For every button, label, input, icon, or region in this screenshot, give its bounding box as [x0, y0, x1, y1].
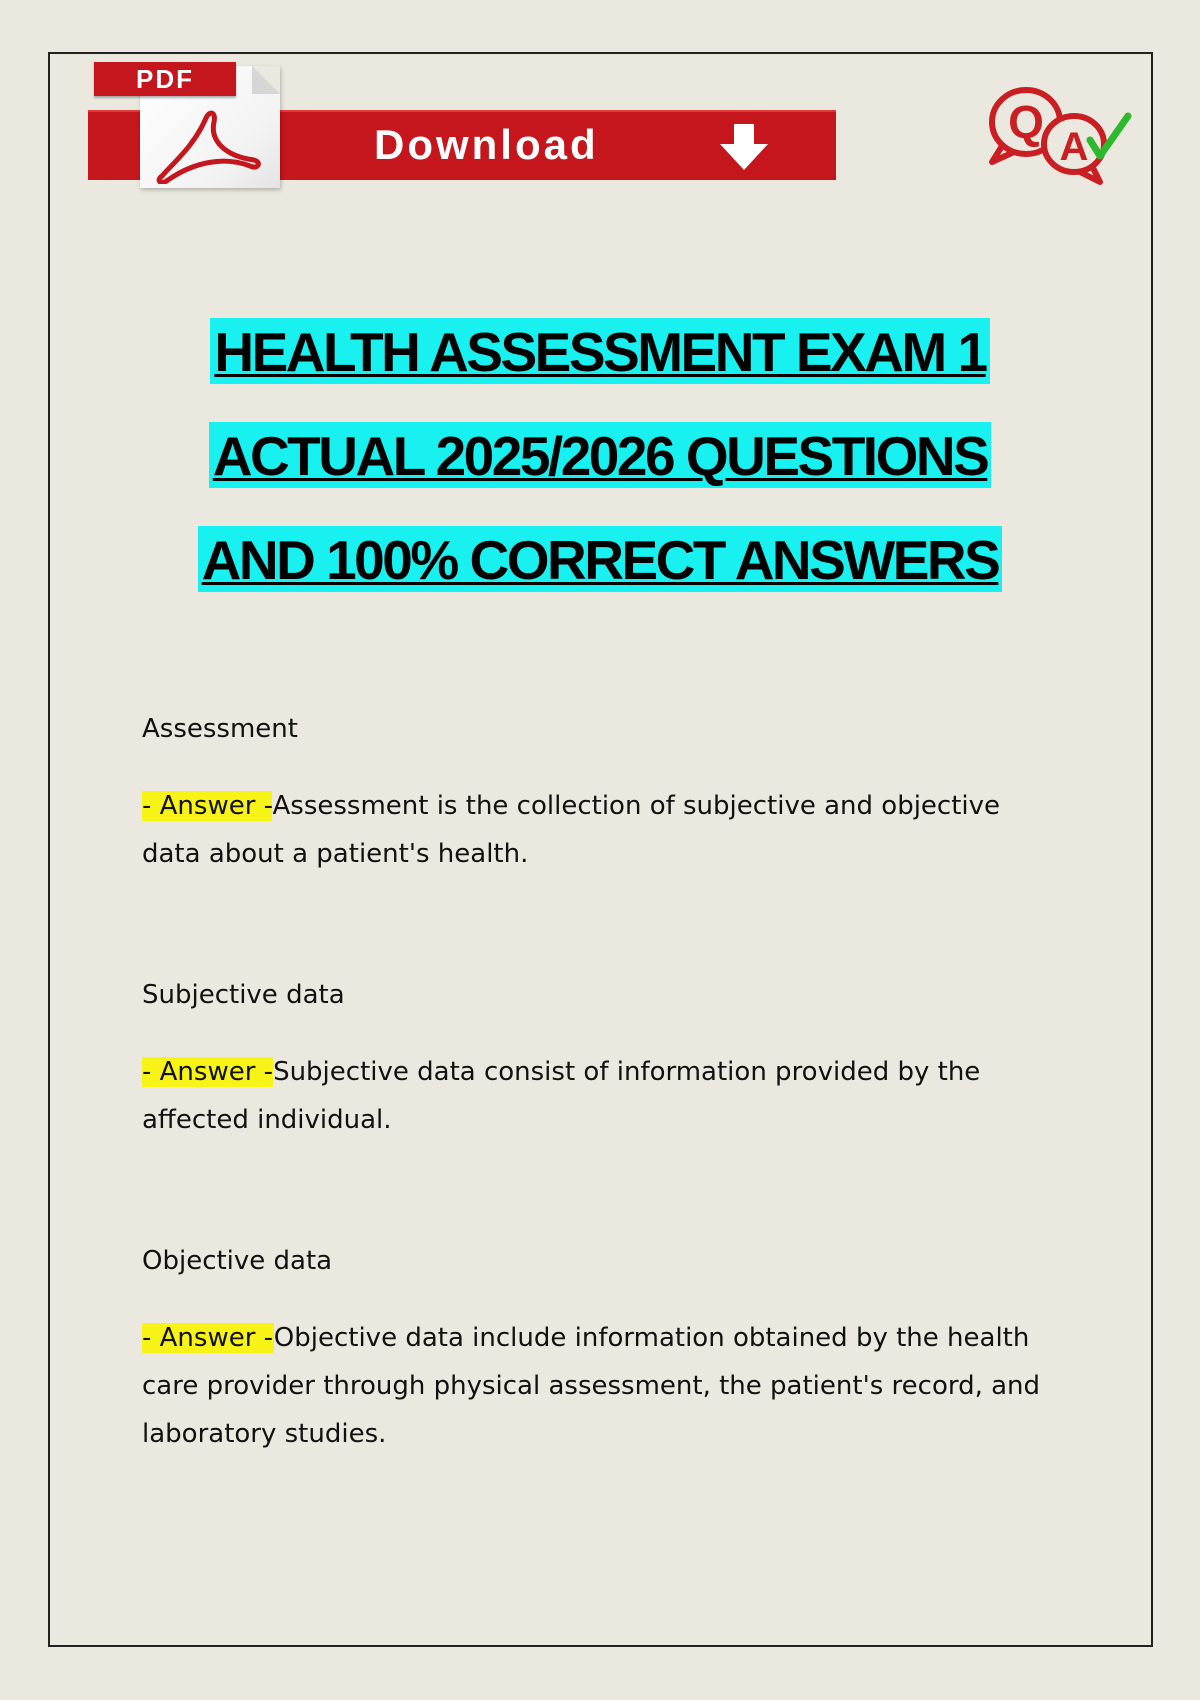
answer-text — [142, 1048, 1062, 1144]
answer-body: Subjective data consist of information provided by the affected individual. — [142, 1057, 981, 1135]
qa-logo-icon — [978, 80, 1138, 190]
title-line-1: HEALTH ASSESSMENT EXAM 1 — [210, 318, 989, 384]
question-text: Subjective data — [142, 980, 345, 1010]
title-line-3: AND 100% CORRECT ANSWERS — [198, 526, 1003, 592]
answer-tag: - Answer - — [142, 1323, 274, 1353]
pdf-download-banner[interactable] — [88, 62, 836, 190]
qa-list — [142, 712, 1062, 1458]
download-arrow-icon[interactable] — [716, 122, 772, 172]
question-text: Assessment — [142, 714, 298, 744]
download-label[interactable]: Download — [374, 121, 599, 168]
page-fold — [252, 66, 280, 94]
answer-body: Objective data include information obtained by the health care provider through physical assessment, the patient's record, and laboratory studies. — [142, 1323, 1041, 1449]
document-title — [0, 318, 1200, 630]
question-text: Objective data — [142, 1246, 333, 1276]
answer-body: Assessment is the collection of subjective and objective data about a patient's health. — [142, 791, 1001, 869]
title-line-2: ACTUAL 2025/2026 QUESTIONS — [209, 422, 992, 488]
qa-item — [142, 712, 1062, 878]
pdf-tab-label: PDF — [94, 62, 236, 96]
answer-tag: - Answer - — [142, 791, 273, 821]
logo-a: A — [1059, 125, 1089, 169]
answer-text — [142, 782, 1062, 878]
qa-item — [142, 1244, 1062, 1458]
answer-text — [142, 1314, 1062, 1458]
answer-tag: - Answer - — [142, 1057, 274, 1087]
logo-q: Q — [1008, 96, 1044, 148]
acrobat-pdf-icon — [154, 106, 262, 184]
qa-item — [142, 978, 1062, 1144]
